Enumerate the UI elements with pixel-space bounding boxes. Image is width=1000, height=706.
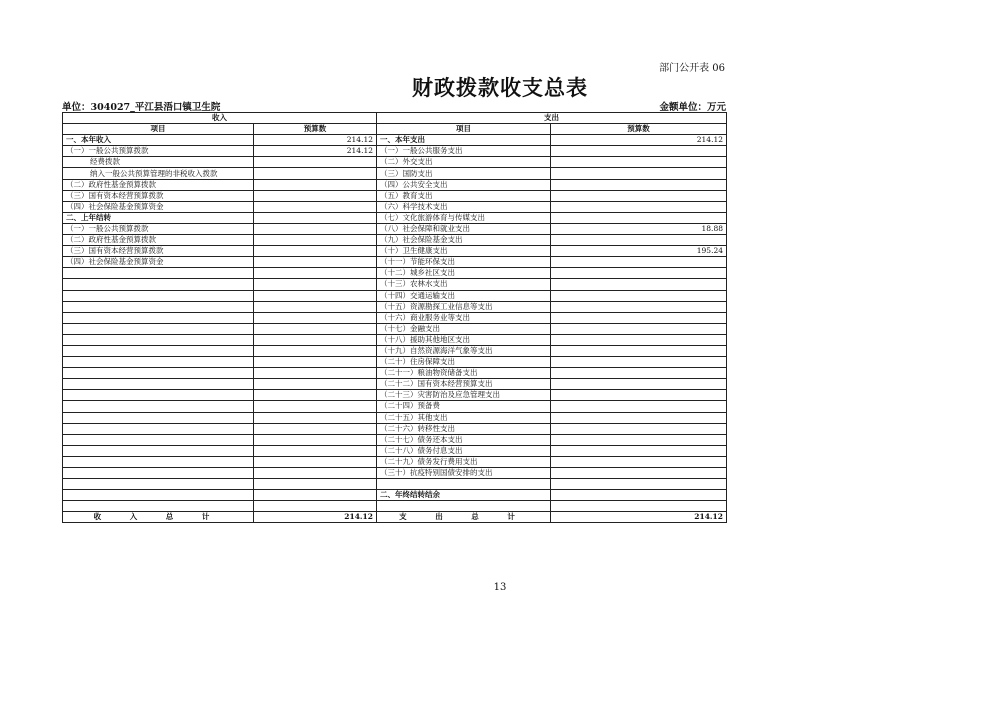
expense-value [551, 290, 727, 301]
expense-item: （十）卫生健康支出 [377, 246, 551, 257]
table-row [63, 501, 727, 512]
income-value [254, 201, 377, 212]
table-row [63, 368, 727, 379]
table-row [63, 357, 727, 368]
unit-name: 单位：304027_平江县浯口镇卫生院 [62, 102, 221, 113]
income-value [254, 257, 377, 268]
income-value [254, 390, 377, 401]
income-value [254, 379, 377, 390]
table-row [63, 179, 727, 190]
income-header: 收入 [63, 113, 377, 124]
expense-value [551, 368, 727, 379]
income-item-header: 项目 [63, 124, 254, 135]
expense-total-label: 支 出 总 计 [377, 512, 551, 523]
expense-value [551, 490, 727, 501]
table-row [63, 279, 727, 290]
expense-value [551, 312, 727, 323]
income-value [254, 279, 377, 290]
income-item: （一）一般公共预算拨款 [63, 146, 254, 157]
income-item: 纳入一般公共预算管理的非税收入拨款 [63, 168, 254, 179]
income-item: （一）一般公共预算拨款 [63, 223, 254, 234]
expense-value: 18.88 [551, 223, 727, 234]
expense-value [551, 257, 727, 268]
expense-item [377, 501, 551, 512]
expense-value [551, 379, 727, 390]
income-item: （四）社会保险基金预算资金 [63, 257, 254, 268]
income-total-value: 214.12 [254, 512, 377, 523]
income-item [63, 434, 254, 445]
unit-row [62, 99, 726, 112]
income-item [63, 312, 254, 323]
table-row [63, 268, 727, 279]
expense-item [377, 479, 551, 490]
expense-value [551, 345, 727, 356]
expense-total-value: 214.12 [551, 512, 727, 523]
income-item: （二）政府性基金预算拨款 [63, 235, 254, 246]
table-row [63, 456, 727, 467]
income-item [63, 490, 254, 501]
expense-budget-header: 预算数 [551, 124, 727, 135]
expense-value [551, 201, 727, 212]
income-value [254, 334, 377, 345]
expense-value [551, 168, 727, 179]
income-item: （三）国有资本经营预算拨款 [63, 246, 254, 257]
expense-item: （二十六）转移性支出 [377, 423, 551, 434]
table-row [63, 246, 727, 257]
table-row [63, 412, 727, 423]
expense-item: （三十）抗疫特别国债安排的支出 [377, 468, 551, 479]
expense-item: 二、年终结转结余 [377, 490, 551, 501]
expense-value [551, 190, 727, 201]
income-value [254, 323, 377, 334]
section-header-row [63, 113, 727, 124]
income-item [63, 357, 254, 368]
expense-header: 支出 [377, 113, 727, 124]
table-row [63, 401, 727, 412]
table-row [63, 490, 727, 501]
income-value [254, 168, 377, 179]
income-item [63, 390, 254, 401]
table-row [63, 235, 727, 246]
expense-value [551, 235, 727, 246]
expense-value [551, 334, 727, 345]
income-budget-header: 预算数 [254, 124, 377, 135]
expense-value [551, 146, 727, 157]
table-row [63, 257, 727, 268]
table-row [63, 345, 727, 356]
expense-value [551, 268, 727, 279]
income-item [63, 268, 254, 279]
expense-item: （二十二）国有资本经营预算支出 [377, 379, 551, 390]
table-row [63, 390, 727, 401]
total-row [63, 512, 727, 523]
expense-item: （二）外交支出 [377, 157, 551, 168]
expense-item: （五）教育支出 [377, 190, 551, 201]
table-row [63, 379, 727, 390]
expense-item: （十四）交通运输支出 [377, 290, 551, 301]
income-item: （四）社会保险基金预算资金 [63, 201, 254, 212]
income-value: 214.12 [254, 135, 377, 146]
expense-item: （十六）商业服务业等支出 [377, 312, 551, 323]
expense-item: （十五）资源勘探工业信息等支出 [377, 301, 551, 312]
expense-value [551, 357, 727, 368]
income-value [254, 423, 377, 434]
expense-item: （二十四）预备费 [377, 401, 551, 412]
expense-item: （十九）自然资源海洋气象等支出 [377, 345, 551, 356]
table-row [63, 323, 727, 334]
table-row [63, 301, 727, 312]
expense-item: （四）公共安全支出 [377, 179, 551, 190]
income-value [254, 246, 377, 257]
income-value [254, 501, 377, 512]
income-item: （三）国有资本经营预算拨款 [63, 190, 254, 201]
expense-value [551, 434, 727, 445]
income-value [254, 357, 377, 368]
expense-item-header: 项目 [377, 124, 551, 135]
expense-item: （二十五）其他支出 [377, 412, 551, 423]
column-header-row [63, 124, 727, 135]
expense-item: （二十一）粮油物资储备支出 [377, 368, 551, 379]
income-item [63, 290, 254, 301]
expense-value [551, 445, 727, 456]
expense-value [551, 479, 727, 490]
expense-item: （十七）金融支出 [377, 323, 551, 334]
expense-item: （十一）节能环保支出 [377, 257, 551, 268]
expense-item: （二十三）灾害防治及应急管理支出 [377, 390, 551, 401]
table-row [63, 168, 727, 179]
income-item [63, 479, 254, 490]
form-code: 部门公开表 06 [659, 63, 725, 74]
income-item [63, 412, 254, 423]
income-item [63, 301, 254, 312]
income-value [254, 290, 377, 301]
income-value [254, 268, 377, 279]
income-value [254, 301, 377, 312]
expense-item: （二十九）债务发行费用支出 [377, 456, 551, 467]
table-row [63, 423, 727, 434]
income-item [63, 379, 254, 390]
income-value [254, 468, 377, 479]
page-title: 财政拨款收支总表 [412, 75, 588, 100]
income-item [63, 323, 254, 334]
expense-value [551, 401, 727, 412]
income-value [254, 345, 377, 356]
income-value [254, 456, 377, 467]
expense-value [551, 157, 727, 168]
table-row [63, 190, 727, 201]
expense-value [551, 390, 727, 401]
income-item [63, 423, 254, 434]
expense-value [551, 179, 727, 190]
income-total-label: 收 入 总 计 [63, 512, 254, 523]
table-row [63, 201, 727, 212]
income-value [254, 157, 377, 168]
expense-item: （九）社会保险基金支出 [377, 235, 551, 246]
income-item [63, 456, 254, 467]
income-value [254, 490, 377, 501]
table-row [63, 312, 727, 323]
expense-value [551, 423, 727, 434]
table-row [63, 146, 727, 157]
income-item [63, 445, 254, 456]
expense-item: （六）科学技术支出 [377, 201, 551, 212]
income-item [63, 468, 254, 479]
expense-item: （十三）农林水支出 [377, 279, 551, 290]
income-item [63, 334, 254, 345]
table-row [63, 479, 727, 490]
income-item: （二）政府性基金预算拨款 [63, 179, 254, 190]
table-row [63, 468, 727, 479]
income-value [254, 401, 377, 412]
expense-item: （二十八）债务付息支出 [377, 445, 551, 456]
income-item [63, 345, 254, 356]
expense-value [551, 323, 727, 334]
expense-item: （二十）住房保障支出 [377, 357, 551, 368]
income-value [254, 223, 377, 234]
table-row [63, 157, 727, 168]
income-value [254, 190, 377, 201]
budget-table [62, 112, 727, 523]
income-value [254, 179, 377, 190]
expense-value: 214.12 [551, 135, 727, 146]
expense-value [551, 456, 727, 467]
table-row [63, 135, 727, 146]
table-row [63, 223, 727, 234]
expense-item: （七）文化旅游体育与传媒支出 [377, 212, 551, 223]
page-number: 13 [493, 582, 507, 593]
expense-item: （十八）援助其他地区支出 [377, 334, 551, 345]
income-item: 经费拨款 [63, 157, 254, 168]
expense-value [551, 468, 727, 479]
expense-value [551, 279, 727, 290]
expense-value [551, 501, 727, 512]
amount-unit: 金额单位：万元 [659, 102, 726, 113]
income-value [254, 412, 377, 423]
income-item [63, 279, 254, 290]
table-row [63, 290, 727, 301]
expense-item: （三）国防支出 [377, 168, 551, 179]
income-value [254, 434, 377, 445]
income-value [254, 445, 377, 456]
income-item: 一、本年收入 [63, 135, 254, 146]
expense-item: （十二）城乡社区支出 [377, 268, 551, 279]
table-row [63, 334, 727, 345]
expense-item: 一、本年支出 [377, 135, 551, 146]
table-row [63, 434, 727, 445]
table-row [63, 445, 727, 456]
expense-value [551, 301, 727, 312]
income-value: 214.12 [254, 146, 377, 157]
income-item: 二、上年结转 [63, 212, 254, 223]
expense-item: （二十七）债务还本支出 [377, 434, 551, 445]
income-item [63, 501, 254, 512]
income-value [254, 312, 377, 323]
income-value [254, 235, 377, 246]
expense-value: 195.24 [551, 246, 727, 257]
table-row [63, 212, 727, 223]
expense-item: （一）一般公共服务支出 [377, 146, 551, 157]
expense-value [551, 212, 727, 223]
income-value [254, 368, 377, 379]
income-value [254, 212, 377, 223]
income-item [63, 401, 254, 412]
income-value [254, 479, 377, 490]
expense-item: （八）社会保障和就业支出 [377, 223, 551, 234]
income-item [63, 368, 254, 379]
expense-value [551, 412, 727, 423]
